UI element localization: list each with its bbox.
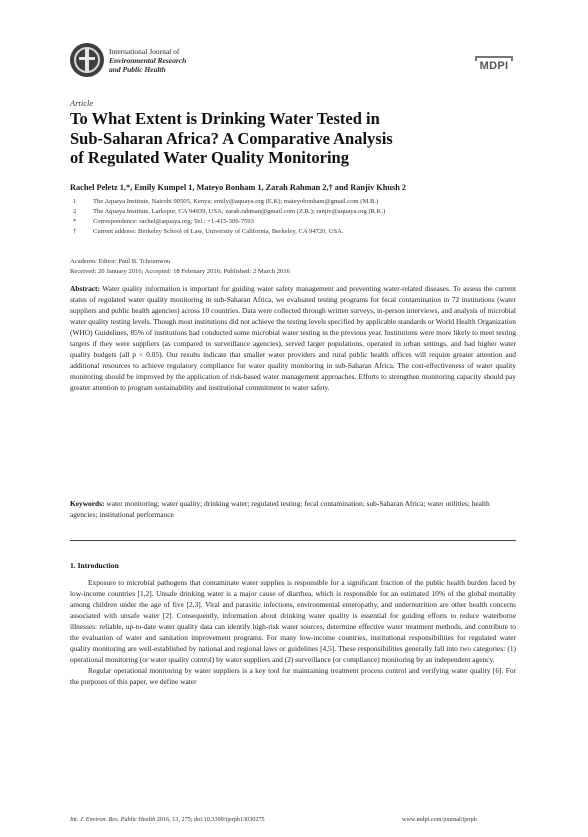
- journal-name-line3: and Public Health: [109, 65, 166, 74]
- body-paragraph: Exposure to microbial pathogens that contaminate water supplies is responsible for a significant fraction of the public health burden faced by low-income countries [1,2]. Unsafe drinking water is a major cause of diarrhea, which is responsible for an estimated 10% of the global mortality among children under the age of five [2,3]. Viral and parasitic infections, environmental enteropathy, and undernutrition are other health concerns associated with unsafe water [2]. Consequently, information about drinking water quality is essential for guiding efforts to reduce waterborne illnesses: reliable, up-to-date water quality data can identify high-risk water sources, determine effective water treatment methods, and contribute to the evaluation of water and sanitation improvement programs. For many low-income countries, institutional responsibilities for regulated water quality monitoring are well-established by national and regional laws or guidelines [4,5]. These responsibilities generally fall into two categories: (1) operational monitoring (or water quality control) by water suppliers and (2) surveillance (or compliance) monitoring by an independent agency.: [70, 578, 516, 665]
- journal-name: [109, 47, 186, 74]
- current-address-item: [70, 227, 520, 237]
- affiliation-marker: 2: [73, 208, 77, 215]
- author-list: Rachel Peletz 1,*, Emily Kumpel 1, Mateyo Bonham 1, Zarah Rahman 2,† and Ranjiv Khush 2: [70, 183, 407, 192]
- introduction-body: [70, 577, 516, 687]
- affiliations: [70, 197, 520, 237]
- footer-citation-text: 2016, 13, 275; doi:10.3390/ijerph13030275: [156, 816, 265, 823]
- affiliation-text: The Aquaya Institute, Larkspur, CA 94939, USA; zarah.rahman@gmail.com (Z.R.); ranjiv@aquaya.org (R.K.): [93, 208, 386, 215]
- abstract-text: Water quality information is important for guiding water safety management and preventing water-related diseases. To assess the current status of regulated water quality monitoring in sub-Saharan Africa, we evaluated testing programs for fecal contamination in 72 institutions (water suppliers and public health agencies) across 10 countries. Data were collected through written surveys, in-person interviews, and analysis of microbial water quality testing levels. Though most institutions did not achieve the testing levels specified by applicable standards or World Health Organization (WHO) Guidelines, 85% of institutions had conducted some microbial water testing in the previous year. Institutions were more likely to meet testing targets if they were suppliers (as compared to surveillance agencies), served larger populations, operated in urban settings, and had higher water quality budgets (all p < 0.05). Our results indicate that smaller water providers and rural public health offices will require greater attention and additional resources to achieve regulatory compliance for water quality monitoring in sub-Saharan Africa. The cost-effectiveness of water quality monitoring should be improved by the application of risk-based water management approaches. Efforts to strengthen monitoring capacity should pay greater attention to program sustainability and institutional commitment to water safety.: [70, 284, 516, 393]
- affiliation-marker: †: [73, 228, 77, 235]
- footer-journal-abbrev: Int. J. Environ. Res. Public Health: [70, 816, 156, 823]
- correspondence-item: [70, 217, 520, 227]
- journal-name-line1: International Journal of: [109, 47, 180, 56]
- affiliation-item: [70, 207, 520, 217]
- editorial-info: [70, 257, 290, 277]
- publication-dates: Received: 20 January 2016; Accepted: 18 February 2016; Published: 2 March 2016: [70, 268, 290, 275]
- correspondence-text: Correspondence: rachel@aquaya.org; Tel.: +1-415-306-7593: [93, 218, 254, 225]
- affiliation-marker: *: [73, 218, 77, 225]
- affiliation-text: The Aquaya Institute, Nairobi 00505, Kenya; emily@aquaya.org (E.K); mateyobonham@gmail.com (M.B.): [93, 198, 379, 205]
- footer-url[interactable]: www.mdpi.com/journal/ijerph: [402, 816, 477, 823]
- keywords-text: water monitoring; water quality; drinking water; regulated testing; fecal contamination; sub-Saharan Africa; water utilities; health agencies; institutional performance: [70, 499, 490, 520]
- footer-citation: [70, 816, 265, 823]
- keywords-label: Keywords:: [70, 499, 105, 508]
- affiliation-marker: 1: [73, 198, 77, 205]
- section-heading: 1. Introduction: [70, 561, 119, 570]
- body-paragraph: Regular operational monitoring by water suppliers is a key tool for maintaining treatment process control and verifying water quality [6]. For the purposes of this paper, we define water: [70, 666, 516, 687]
- title-line: Sub-Saharan Africa? A Comparative Analysis: [70, 128, 393, 148]
- title-line: of Regulated Water Quality Monitoring: [70, 148, 349, 167]
- section-divider: [70, 540, 516, 541]
- journal-header: [70, 43, 186, 77]
- journal-logo-icon: [70, 43, 104, 77]
- academic-editor: Academic Editor: Paul B. Tchounwou: [70, 258, 171, 265]
- abstract: [70, 283, 516, 393]
- article-title: [70, 109, 490, 168]
- article-type: Article: [70, 98, 94, 108]
- current-address-text: Current address: Berkeley School of Law, University of California, Berkeley, CA 94720, USA.: [93, 228, 344, 235]
- abstract-label: Abstract:: [70, 284, 100, 293]
- publisher-logo: [474, 56, 514, 74]
- keywords: [70, 498, 516, 520]
- title-line: To What Extent is Drinking Water Tested in: [70, 109, 380, 128]
- affiliation-item: [70, 197, 520, 207]
- publisher-name: MDPI: [479, 60, 509, 72]
- journal-name-line2: Environmental Research: [109, 56, 187, 65]
